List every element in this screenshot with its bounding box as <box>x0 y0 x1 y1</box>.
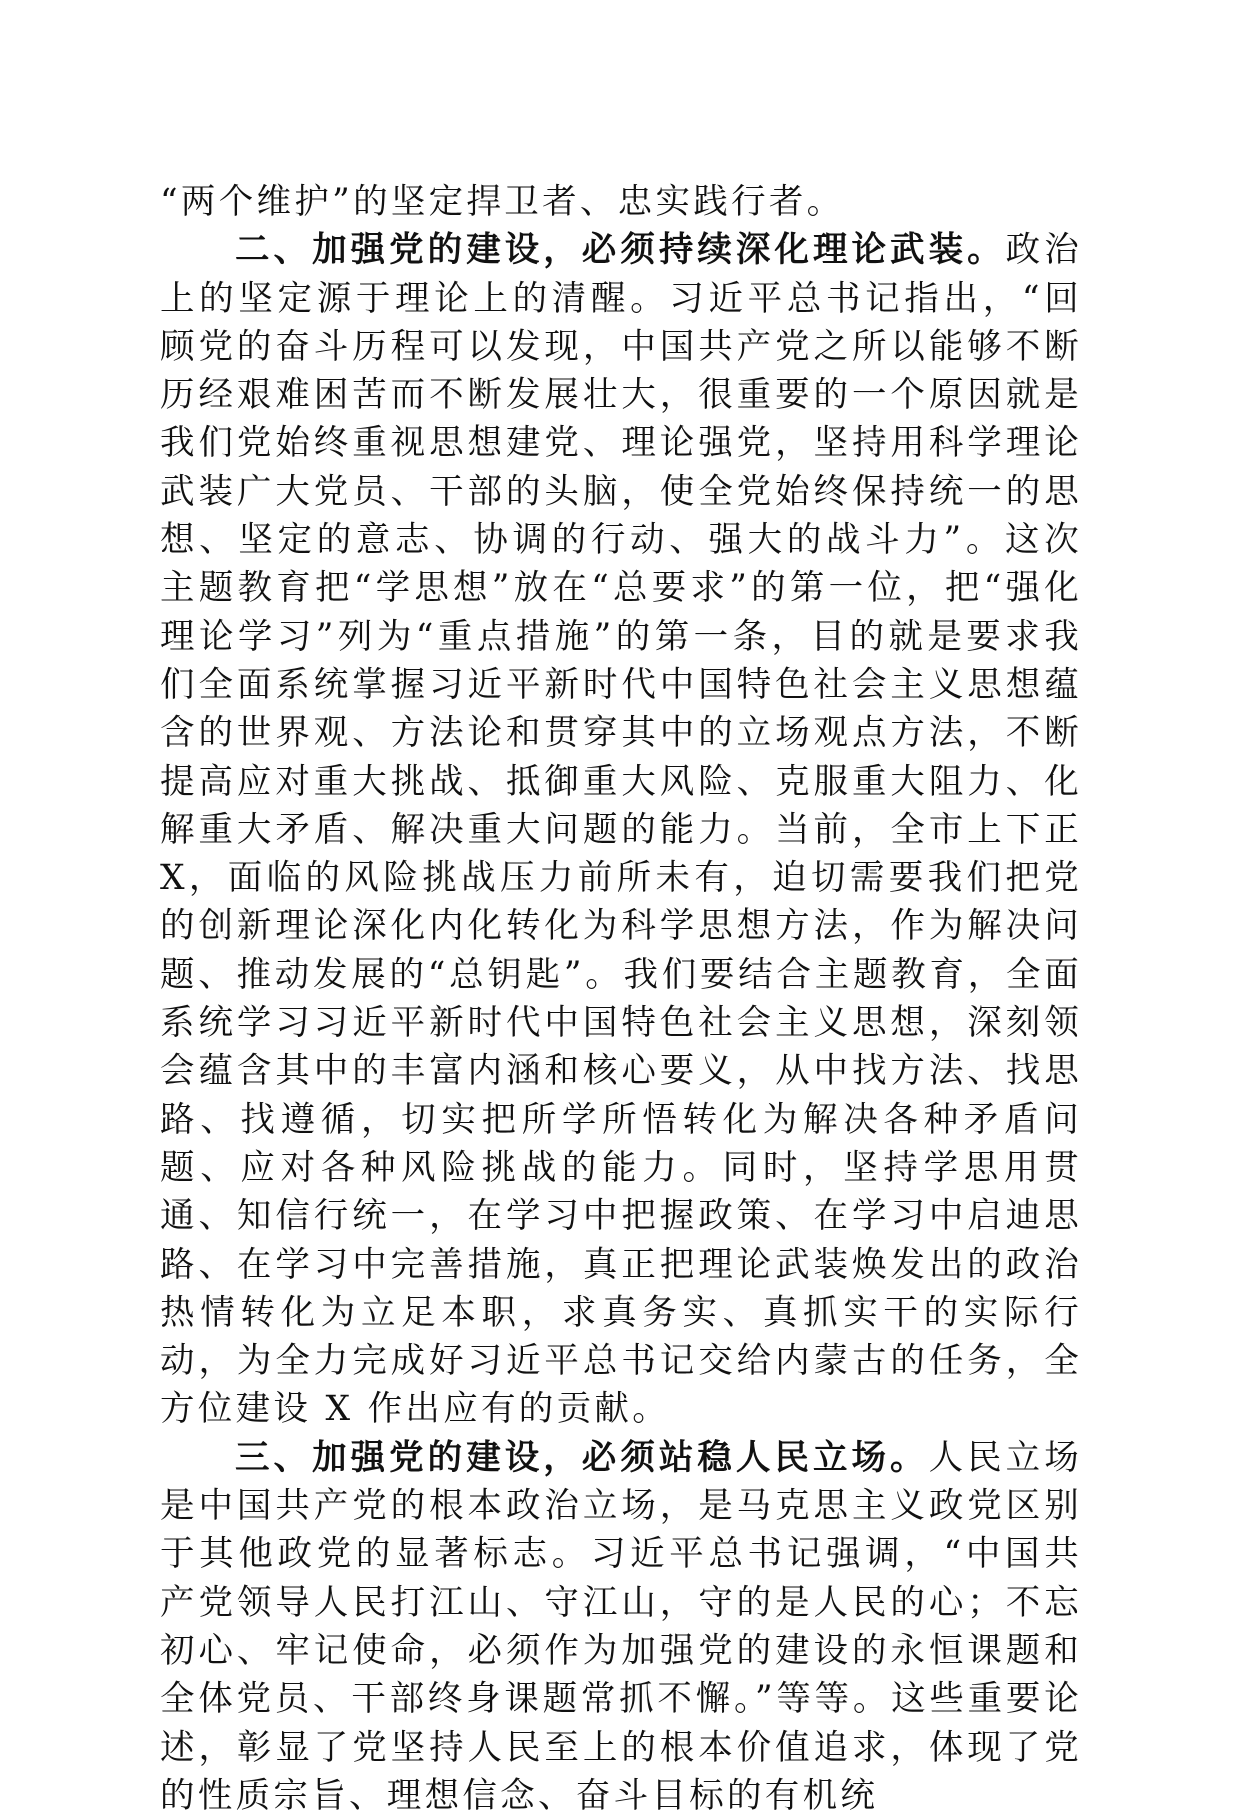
paragraph-section-three <box>160 1434 1082 1820</box>
section-two-body: 政治上的坚定源于理论上的清醒。习近平总书记指出，“回顾党的奋斗历程可以发现，中国共产党之所以能够不断历经艰难困苦而不断发展壮大，很重要的一个原因就是我们党始终重视思想建党、理论强党，坚持用科学理论武装广大党员、干部的头脑，使全党始终保持统一的思想、坚定的意志、协调的行动、强大的战斗力”。这次主题教育把“学思想”放在“总要求”的第一位，把“强化理论学习”列为“重点措施”的第一条，目的就是要求我们全面系统掌握习近平新时代中国特色社会主义思想蕴含的世界观、方法论和贯穿其中的立场观点方法，不断提高应对重大挑战、抵御重大风险、克服重大阻力、化解重大矛盾、解决重大问题的能力。当前，全市上下正 X，面临的风险挑战压力前所未有，迫切需要我们把党的创新理论深化内化转化为科学思想方法，作为解决问题、推动发展的“总钥匙”。我们要结合主题教育，全面系统学习习近平新时代中国特色社会主义思想，深刻领会蕴含其中的丰富内涵和核心要义，从中找方法、找思路、找遵循，切实把所学所悟转化为解决各种矛盾问题、应对各种风险挑战的能力。同时，坚持学思用贯通、知信行统一，在学习中把握政策、在学习中启迪思路、在学习中完善措施，真正把理论武装焕发出的政治热情转化为立足本职，求真务实、真抓实干的实际行动，为全力完成好习近平总书记交给内蒙古的任务，全方位建设 X 作出应有的贡献。 <box>160 230 1082 1430</box>
section-two-heading: 二、加强党的建设，必须持续深化理论武装。 <box>235 230 1006 271</box>
document-page <box>160 178 1082 1820</box>
section-three-heading: 三、加强党的建设，必须站稳人民立场。 <box>235 1437 929 1478</box>
paragraph-continuation <box>160 178 1082 226</box>
paragraph-section-two <box>160 226 1082 1433</box>
section-three-body: 人民立场是中国共产党的根本政治立场，是马克思主义政党区别于其他政党的显著标志。习近平总书记强调，“中国共产党领导人民打江山、守江山，守的是人民的心；不忘初心、牢记使命，必须作为加强党的建设的永恒课题和全体党员、干部终身课题常抓不懈。”等等。这些重要论述，彰显了党坚持人民至上的根本价值追求，体现了党的性质宗旨、理想信念、奋斗目标的有机统 <box>160 1437 1082 1816</box>
paragraph-text: “两个维护”的坚定捍卫者、忠实践行者。 <box>160 182 845 222</box>
